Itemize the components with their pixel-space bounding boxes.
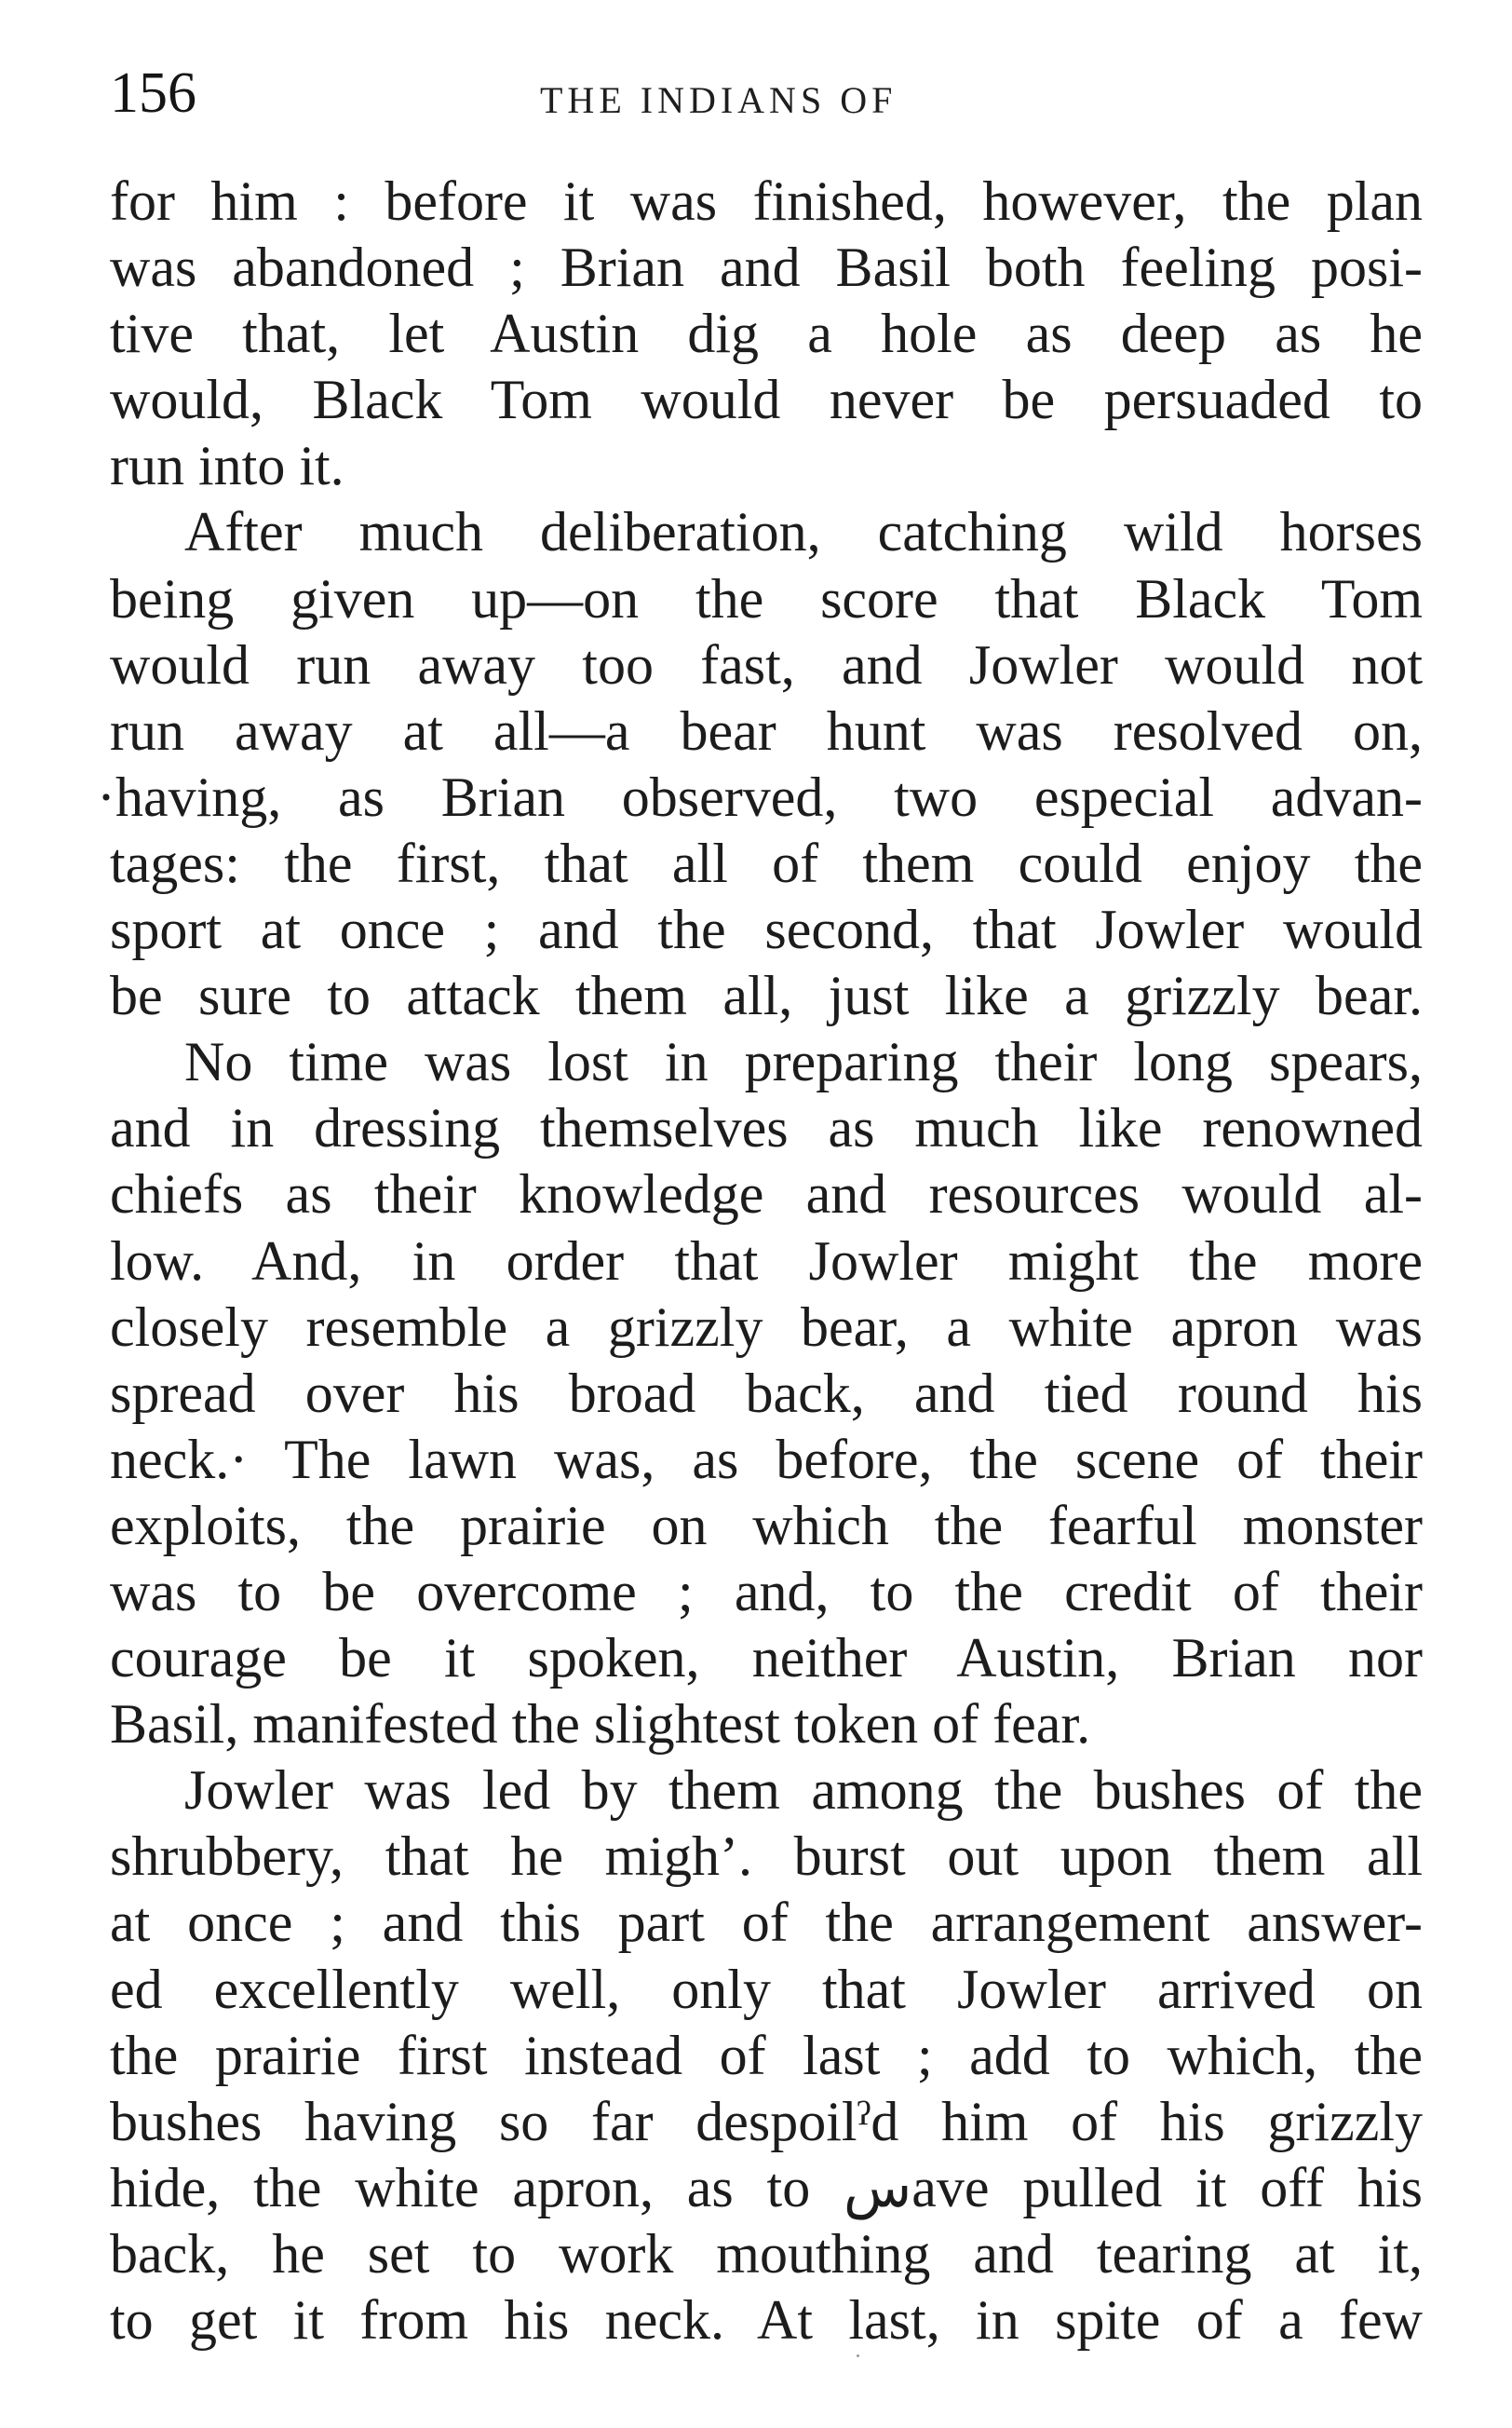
text-line: bushes having so far despoilˀd him of his grizzly bbox=[110, 2090, 1423, 2152]
text-line: was abandoned ; Brian and Basil both feeling posi- bbox=[110, 237, 1423, 299]
text-line: After much deliberation, catching wild horses bbox=[184, 501, 1423, 563]
text-line: No time was lost in preparing their long spears, bbox=[184, 1031, 1423, 1093]
text-line: run away at all—a bear hunt was resolved on, bbox=[110, 699, 1423, 762]
text-line: to get it from his neck. At last, in spite of a few bbox=[110, 2289, 1423, 2351]
text-line: for him : before it was finished, however, the plan bbox=[110, 170, 1423, 232]
text-line: ·having, as Brian observed, two especial advan- bbox=[97, 766, 1423, 828]
text-line: was to be overcome ; and, to the credit of their bbox=[110, 1560, 1423, 1622]
text-line: be sure to attack them all, just like a grizzly bear. bbox=[110, 965, 1423, 1027]
text-line: tive that, let Austin dig a hole as deep as he bbox=[110, 303, 1423, 365]
text-line: exploits, the prairie on which the fearful monster bbox=[110, 1494, 1423, 1556]
page-header bbox=[110, 56, 1423, 130]
text-line: would run away too fast, and Jowler would not bbox=[110, 633, 1423, 696]
running-title: THE INDIANS OF bbox=[540, 79, 898, 121]
text-line: back, he set to work mouthing and tearing at it, bbox=[110, 2222, 1423, 2285]
text-line: run into it. bbox=[110, 435, 344, 497]
text-line: ed excellently well, only that Jowler arrived on bbox=[110, 1958, 1423, 2020]
text-line: the prairie first instead of last ; add to which, the bbox=[110, 2024, 1423, 2086]
text-line: hide, the white apron, as to سave pulled it off his bbox=[110, 2156, 1423, 2218]
text-line: Basil, manifested the slightest token of fear. bbox=[110, 1693, 1091, 1756]
page-number: 156 bbox=[110, 61, 196, 125]
text-line: chiefs as their knowledge and resources would al- bbox=[110, 1163, 1423, 1226]
text-line: neck.· The lawn was, as before, the scene of their bbox=[110, 1428, 1423, 1490]
text-line: and in dressing themselves as much like renowned bbox=[110, 1097, 1423, 1160]
text-line: courage be it spoken, neither Austin, Brian nor bbox=[110, 1627, 1423, 1689]
text-line: sport at once ; and the second, that Jowler would bbox=[110, 899, 1423, 961]
text-line: at once ; and this part of the arrangement answer- bbox=[110, 1892, 1423, 1954]
paper-speck bbox=[857, 2354, 859, 2357]
text-line: closely resemble a grizzly bear, a white apron was bbox=[110, 1295, 1423, 1358]
text-line: tages: the first, that all of them could enjoy the bbox=[110, 832, 1423, 894]
text-line: low. And, in order that Jowler might the more bbox=[110, 1229, 1423, 1292]
text-line: shrubbery, that he mighʼ. burst out upon them all bbox=[110, 1825, 1423, 1888]
text-line: would, Black Tom would never be persuaded to bbox=[110, 369, 1423, 431]
body-text bbox=[97, 169, 1423, 2353]
text-line: spread over his broad back, and tied round his bbox=[110, 1362, 1423, 1424]
text-line: Jowler was led by them among the bushes of the bbox=[184, 1759, 1423, 1822]
text-line: being given up—on the score that Black Tom bbox=[110, 567, 1423, 630]
